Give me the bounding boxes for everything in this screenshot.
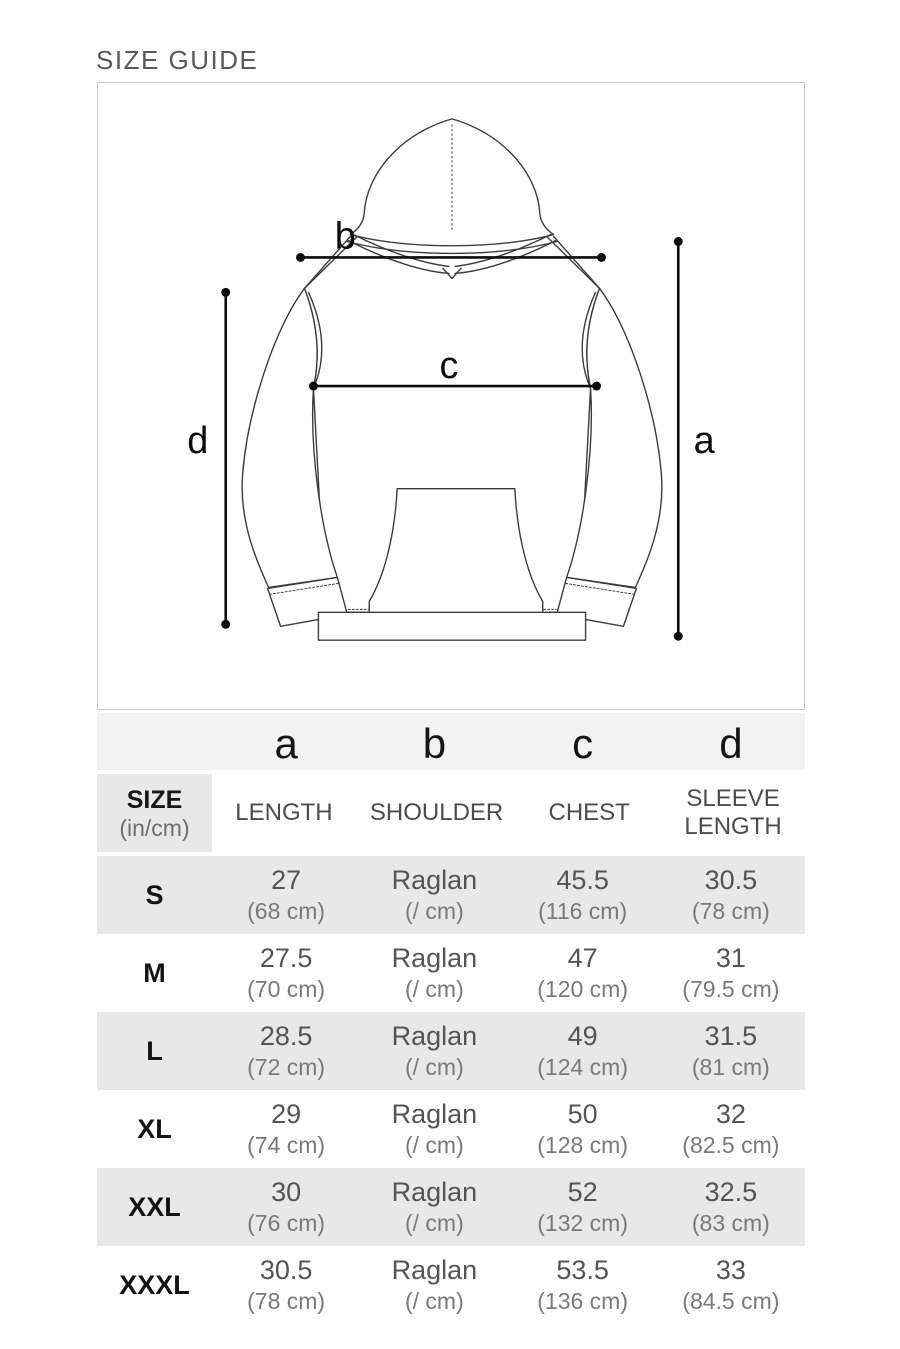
length-cm: (74 cm) (247, 1132, 326, 1158)
chest-in: 47 (567, 943, 598, 973)
chest-in: 52 (567, 1177, 598, 1207)
measure-label-d: d (187, 419, 209, 462)
sleeve-in: 30.5 (704, 865, 758, 895)
size-diagram-panel (97, 82, 805, 710)
shoulder-in: Raglan (391, 865, 478, 895)
sleeve-cm: (82.5 cm) (682, 1132, 780, 1158)
chest-cm: (132 cm) (537, 1210, 628, 1236)
sleeve-in: 31.5 (704, 1021, 758, 1051)
page-title: SIZE GUIDE (96, 45, 259, 75)
table-row-l (97, 1012, 805, 1090)
letter-header-row (97, 713, 805, 770)
table-row-m (97, 934, 805, 1012)
table-row-s (97, 856, 805, 934)
hoodie-measurement-diagram (98, 83, 804, 709)
shoulder-cm: (/ cm) (404, 1132, 464, 1158)
table-row-xxxl (97, 1246, 805, 1324)
length-in: 29 (271, 1099, 302, 1129)
chest-in: 49 (567, 1021, 598, 1051)
size-label: L (146, 1035, 163, 1066)
size-label: XL (137, 1113, 172, 1144)
chest-in: 50 (567, 1099, 598, 1129)
size-header-units: (in/cm) (119, 814, 190, 841)
column-header-length: LENGTH (235, 799, 333, 826)
shoulder-in: Raglan (391, 1099, 478, 1129)
size-header-label: SIZE (126, 785, 183, 814)
shoulder-cm: (/ cm) (404, 1210, 464, 1236)
chest-cm: (128 cm) (537, 1132, 628, 1158)
sleeve-in: 32 (715, 1099, 746, 1129)
length-in: 28.5 (259, 1021, 313, 1051)
size-table (97, 713, 805, 1324)
measure-label-c: c (439, 345, 459, 388)
sleeve-cm: (84.5 cm) (682, 1288, 780, 1314)
chest-cm: (120 cm) (537, 976, 628, 1002)
size-label: XXL (128, 1191, 181, 1222)
length-in: 27.5 (259, 943, 313, 973)
sleeve-in: 31 (715, 943, 746, 973)
sleeve-cm: (79.5 cm) (682, 976, 780, 1002)
chest-in: 45.5 (556, 865, 609, 895)
chest-cm: (116 cm) (538, 898, 628, 924)
shoulder-in: Raglan (391, 1177, 478, 1207)
shoulder-cm: (/ cm) (404, 976, 464, 1002)
sleeve-cm: (81 cm) (691, 1054, 770, 1080)
size-label: S (145, 879, 164, 910)
shoulder-cm: (/ cm) (404, 1054, 464, 1080)
table-row-xxl (97, 1168, 805, 1246)
size-label: M (143, 957, 166, 988)
length-cm: (70 cm) (247, 976, 326, 1002)
length-cm: (72 cm) (247, 1054, 326, 1080)
letter-header-spacer (97, 713, 212, 770)
table-row-xl (97, 1090, 805, 1168)
column-header-shoulder: SHOULDER (369, 799, 504, 826)
length-cm: (68 cm) (247, 898, 326, 924)
column-header-row (97, 774, 805, 852)
shoulder-cm: (/ cm) (404, 898, 464, 924)
size-header-cell (97, 774, 212, 852)
column-header-sleeve-length: SLEEVE LENGTH (684, 785, 782, 840)
chest-cm: (124 cm) (537, 1054, 628, 1080)
chest-in: 53.5 (556, 1255, 609, 1285)
length-in: 27 (271, 865, 302, 895)
shoulder-in: Raglan (391, 1021, 478, 1051)
sleeve-in: 33 (715, 1255, 746, 1285)
shoulder-in: Raglan (391, 943, 478, 973)
letter-header-a: a (274, 719, 298, 767)
column-header-chest: CHEST (548, 799, 630, 826)
length-cm: (78 cm) (247, 1288, 326, 1314)
measure-label-b: b (334, 215, 356, 258)
size-label: XXXL (119, 1269, 190, 1300)
letter-header-d: d (719, 719, 743, 767)
length-in: 30 (271, 1177, 302, 1207)
chest-cm: (136 cm) (537, 1288, 628, 1314)
measure-label-a: a (693, 419, 715, 462)
sleeve-cm: (83 cm) (691, 1210, 770, 1236)
length-in: 30.5 (259, 1255, 313, 1285)
length-cm: (76 cm) (247, 1210, 326, 1236)
sleeve-in: 32.5 (704, 1177, 758, 1207)
letter-header-c: c (572, 719, 594, 767)
shoulder-in: Raglan (391, 1255, 478, 1285)
letter-header-b: b (422, 719, 447, 767)
shoulder-cm: (/ cm) (404, 1288, 464, 1314)
sleeve-cm: (78 cm) (691, 898, 770, 924)
